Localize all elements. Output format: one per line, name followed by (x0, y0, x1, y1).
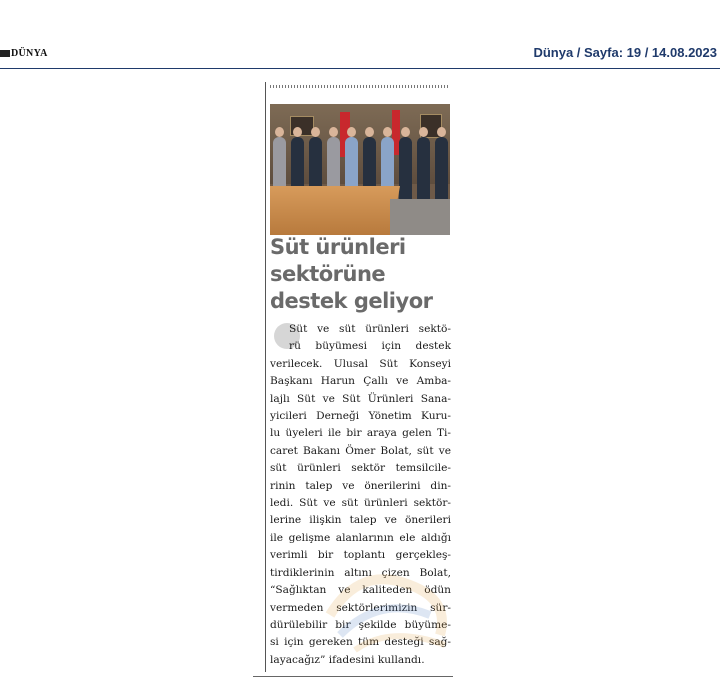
title-line: Süt ürünleri (270, 235, 406, 259)
body-line: Süt ve süt ürünleri sektö- (289, 323, 451, 335)
source-info: Dünya / Sayfa: 19 / 14.08.2023 (533, 45, 717, 60)
body-line: Başkanı Harun Çallı ve Amba- (270, 375, 451, 388)
watermark-logo-icon (320, 555, 460, 665)
page-header (0, 0, 720, 70)
body-line: yicileri Derneği Yönetim Kuru- (270, 410, 451, 423)
article-photo (270, 104, 450, 235)
title-line: destek geliyor (270, 289, 433, 313)
body-line: lajlı Süt ve Süt Ürünleri Sana- (270, 392, 451, 405)
body-line: vermeden sektörlerimizin sür- (270, 601, 451, 614)
body-line: caret Bakanı Ömer Bolat, süt ve (270, 444, 451, 457)
body-line: verilecek. Ulusal Süt Konseyi (270, 357, 451, 370)
logo-mark-icon (0, 50, 10, 57)
body-line: rinin talep ve önerilerini din- (270, 479, 451, 492)
clip-top-border (270, 85, 450, 88)
body-line: süt ürünleri sektör temsilcile- (270, 462, 451, 475)
body-line: si için gereken tüm desteği sağ- (270, 636, 451, 649)
body-line: tirdiklerinin altını çizen Bolat, (270, 566, 451, 579)
body-line: verimli bir toplantı gerçekleş- (270, 549, 451, 562)
newspaper-logo (0, 48, 48, 59)
clip-left-border (265, 82, 266, 672)
header-rule (0, 68, 720, 69)
body-line: lu üyeleri ile bir araya gelen Ti- (270, 427, 451, 440)
body-line: dürülebilir bir şekilde büyüme- (270, 618, 451, 631)
body-line: ledi. Süt ve süt ürünleri sektör- (270, 497, 451, 510)
body-line: layacağız” ifadesini kullandı. (270, 653, 425, 666)
logo-text: DÜNYA (11, 48, 48, 59)
body-line: ile gelişme alanlarının ele aldığı (270, 531, 451, 544)
title-line: sektörüne (270, 262, 386, 286)
body-line: lerine ilişkin talep ve önerileri (270, 514, 451, 527)
body-line: rü büyümesi için destek (289, 340, 451, 353)
body-line: “Sağlıktan ve kaliteden ödün (270, 584, 451, 597)
article-title (270, 234, 455, 315)
